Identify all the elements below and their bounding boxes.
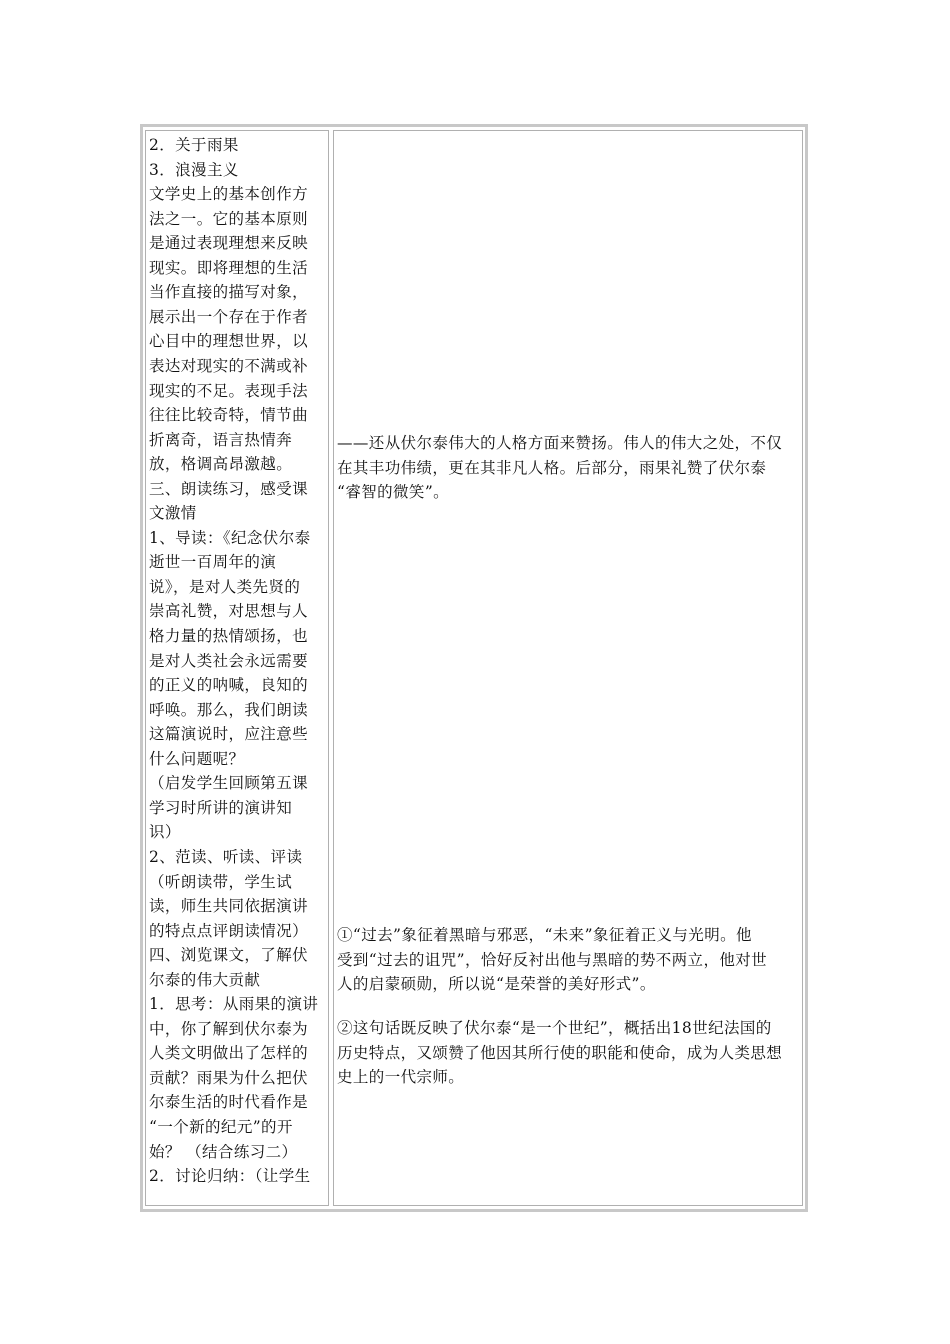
left-text-line: “一个新的纪元”的开 — [149, 1118, 293, 1136]
left-text-line: 这篇演说时，应注意些 — [149, 725, 309, 744]
left-text-line: 当作直接的描写对象， — [149, 283, 309, 302]
left-text-line: 尔泰的伟大贡献 — [149, 970, 261, 989]
right-cell — [333, 130, 803, 1206]
left-text-line: 的正义的呐喊，良知的 — [149, 676, 309, 695]
left-cell — [145, 130, 329, 1206]
right-text-line: “睿智的微笑”。 — [337, 483, 450, 501]
left-text-line: 3．浪漫主义 — [149, 160, 239, 179]
left-text-line: 中，你了解到伏尔泰为 — [149, 1019, 309, 1038]
left-text-line: 文学史上的基本创作方 — [149, 185, 309, 204]
left-text-line: 读，师生共同依据演讲 — [149, 897, 309, 916]
left-text-line: 1．思考：从雨果的演讲 — [149, 995, 319, 1014]
left-text-line: 崇高礼赞，对思想与人 — [149, 602, 309, 621]
left-text-line: 人类文明做出了怎样的 — [149, 1044, 309, 1063]
left-text-line: 表达对现实的不满或补 — [149, 356, 309, 375]
left-text-line: 尔泰生活的时代看作是 — [149, 1093, 309, 1112]
left-text-line: 格力量的热情颂扬，也 — [149, 627, 309, 645]
left-text-line: 2、范读、听读、评读 — [149, 847, 303, 866]
left-text-line: 学习时所讲的演讲知 — [149, 798, 293, 817]
left-text-line: 是通过表现理想来反映 — [149, 234, 309, 253]
left-text-line: 现实的不足。表现手法 — [149, 381, 309, 400]
left-text-line: 什么问题呢？ — [149, 749, 245, 768]
left-text-line: 始？ （结合练习二） — [149, 1142, 298, 1161]
right-text-line: ②这句话既反映了伏尔泰“是一个世纪”，概括出18世纪法国的 — [337, 1019, 772, 1037]
left-text-line: 法之一。它的基本原则 — [149, 209, 309, 228]
left-text-line: 折离奇，语言热情奔 — [149, 430, 293, 449]
left-text-line: 呼唤。那么，我们朗读 — [149, 700, 309, 719]
right-text-line: 在其丰功伟绩，更在其非凡人格。后部分，雨果礼赞了伏尔泰 — [337, 458, 767, 477]
right-text-line: 历史特点，又颂赞了他因其所行使的职能和使命，成为人类思想 — [337, 1043, 783, 1062]
left-text-line: 识） — [149, 823, 181, 842]
right-text-line: ①“过去”象征着黑暗与邪恶，“未来”象征着正义与光明。他 — [337, 926, 752, 944]
lesson-table — [140, 124, 808, 1212]
left-text-line: 放，格调高昂激越。 — [149, 455, 293, 474]
right-text-line: 史上的一代宗师。 — [337, 1068, 465, 1086]
right-text-line: 受到“过去的诅咒”，恰好反衬出他与黑暗的势不两立，他对世 — [337, 950, 768, 969]
left-text-line: 文激情 — [149, 504, 197, 523]
left-text-line: 逝世一百周年的演 — [149, 553, 277, 572]
left-text-line: 2．关于雨果 — [149, 136, 239, 154]
right-text-line: 人的启蒙硕勋，所以说“是荣誉的美好形式”。 — [337, 975, 656, 993]
left-text-line: 三、朗读练习，感受课 — [149, 479, 309, 498]
left-text-line: （听朗读带，学生试 — [149, 872, 293, 891]
left-text-line: （启发学生回顾第五课 — [149, 774, 309, 793]
left-text-line: 心目中的理想世界，以 — [149, 332, 309, 351]
left-text-line: 四、浏览课文，了解伏 — [149, 946, 309, 965]
left-text-line: 2．讨论归纳：（让学生 — [149, 1167, 311, 1186]
left-text-line: 展示出一个存在于作者 — [149, 307, 309, 326]
left-text-line: 往往比较奇特，情节曲 — [149, 406, 309, 425]
left-text-line: 说》，是对人类先贤的 — [149, 577, 301, 596]
left-text-line: 贡献？雨果为什么把伏 — [149, 1068, 309, 1087]
left-text-line: 1、导读：《纪念伏尔泰 — [149, 528, 311, 547]
left-text-line: 是对人类社会永远需要 — [149, 651, 309, 670]
left-text-line: 的特点点评朗读情况） — [149, 921, 309, 940]
left-text-line: 现实。即将理想的生活 — [149, 258, 309, 277]
right-text-line: ——还从伏尔泰伟大的人格方面来赞扬。伟人的伟大之处，不仅 — [337, 434, 783, 452]
